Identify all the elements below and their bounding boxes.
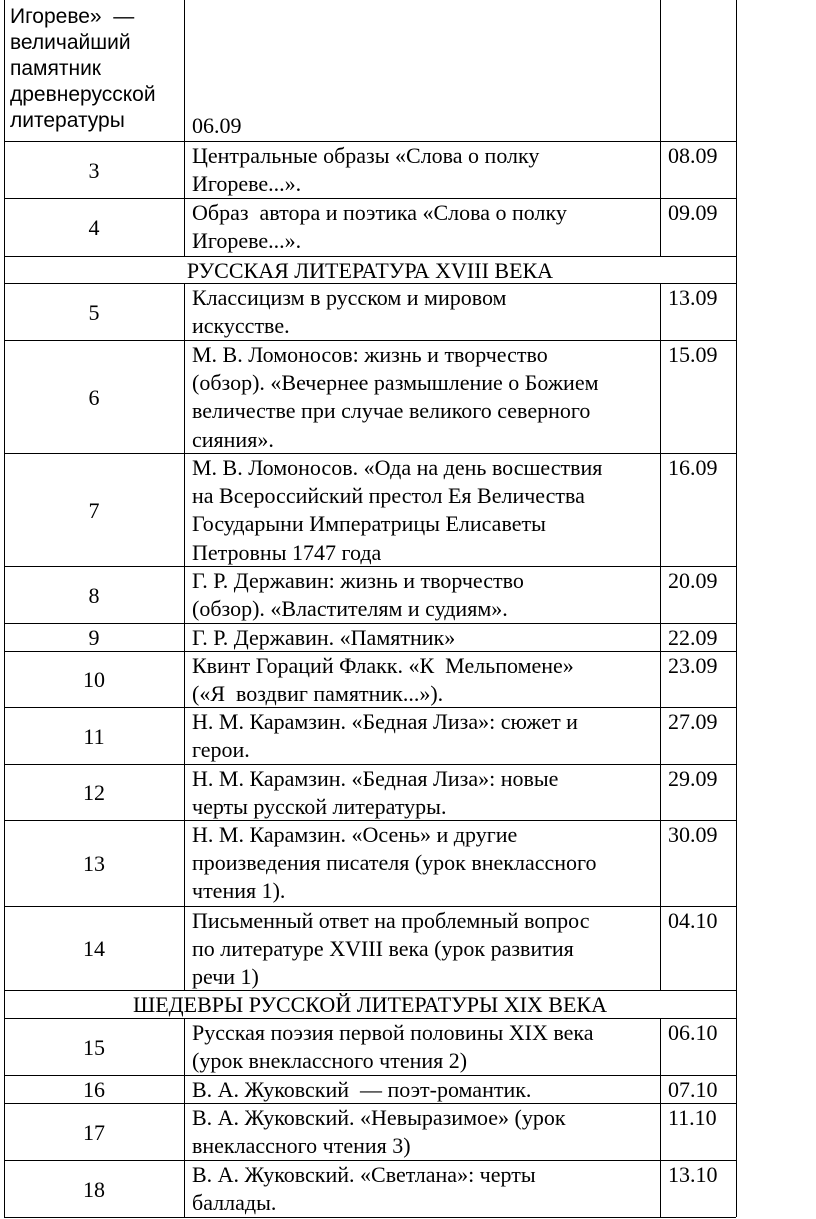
lesson-topic-line: черты русской литературы.: [192, 794, 447, 820]
column-divider: [660, 283, 661, 340]
lesson-number: 17: [83, 1119, 105, 1145]
lesson-date: 22.09: [668, 625, 718, 650]
lesson-number: 16: [83, 1077, 105, 1103]
lesson-number: 13: [83, 851, 105, 877]
column-divider: [660, 1075, 661, 1103]
lesson-date: 08.09: [668, 143, 718, 168]
column-divider: [184, 283, 185, 340]
column-divider: [184, 820, 185, 906]
continued-lesson-title-line: Игореве» —: [10, 5, 135, 28]
lesson-date: 04.10: [668, 908, 718, 933]
lesson-topic-line: Г. Р. Державин: жизнь и творчество: [192, 568, 524, 593]
lesson-topic-line: Н. М. Карамзин. «Бедная Лиза»: сюжет и: [192, 709, 578, 734]
column-divider: [660, 707, 661, 764]
table-border-right: [736, 283, 737, 340]
column-divider: [184, 906, 185, 990]
table-border-right: [736, 256, 737, 283]
lesson-date: 30.09: [668, 822, 718, 847]
lesson-topic-line: Н. М. Карамзин. «Бедная Лиза»: новые: [192, 766, 559, 791]
table-border-left: [4, 0, 5, 141]
lesson-topic-line: на Всероссийский престол Ея Величества: [192, 483, 585, 509]
lesson-number: 6: [88, 384, 100, 410]
table-border-right: [736, 1018, 737, 1075]
column-divider: [184, 0, 185, 141]
table-border-right: [736, 0, 737, 141]
table-border-right: [736, 764, 737, 820]
column-divider: [184, 707, 185, 764]
lesson-date: 07.10: [668, 1077, 718, 1102]
column-divider: [184, 141, 185, 198]
lesson-date: 06.09: [192, 113, 242, 138]
column-divider: [184, 764, 185, 820]
lesson-topic-line: (обзор). «Властителям и судиям».: [192, 596, 508, 622]
table-border-right: [736, 906, 737, 990]
column-divider: [660, 623, 661, 651]
table-border-right: [736, 651, 737, 707]
column-divider: [660, 340, 661, 453]
lesson-topic-line: Государыни Императрицы Елисаветы: [192, 511, 546, 537]
table-border-right: [736, 820, 737, 906]
lesson-number: 3: [88, 157, 100, 183]
lesson-topic-line: Классицизм в русском и мировом: [192, 285, 507, 310]
column-divider: [184, 1075, 185, 1103]
lesson-date: 13.09: [668, 285, 718, 310]
column-divider: [660, 1160, 661, 1217]
lesson-topic-line: величестве при случае великого северного: [192, 398, 591, 424]
lesson-topic-line: В. А. Жуковский. «Светлана»: черты: [192, 1162, 536, 1187]
lesson-topic-line: М. В. Ломоносов: жизнь и творчество: [192, 342, 548, 367]
lesson-topic-line: Игореве...».: [192, 228, 302, 254]
lesson-topic-line: («Я воздвиг памятник...»).: [192, 681, 444, 707]
column-divider: [184, 1018, 185, 1075]
table-border-right: [736, 623, 737, 651]
lesson-topic-line: Петровны 1747 года: [192, 539, 382, 565]
table-border-right: [736, 1075, 737, 1103]
lesson-topic-line: произведения писателя (урок внеклассного: [192, 850, 597, 876]
lesson-topic-line: Игореве...».: [192, 171, 302, 197]
lesson-topic-line: Н. М. Карамзин. «Осень» и другие: [192, 822, 518, 847]
lesson-number: 8: [88, 582, 100, 608]
column-divider: [660, 0, 661, 141]
column-divider: [660, 764, 661, 820]
lesson-date: 11.10: [668, 1105, 717, 1130]
column-divider: [184, 623, 185, 651]
table-border-right: [736, 1160, 737, 1217]
lesson-date: 27.09: [668, 709, 718, 734]
lesson-topic-line: сияния».: [192, 426, 274, 452]
lesson-date: 09.09: [668, 200, 718, 225]
lesson-date: 29.09: [668, 766, 718, 791]
lesson-number: 18: [83, 1176, 105, 1202]
column-divider: [184, 453, 185, 566]
column-divider: [660, 566, 661, 623]
lesson-topic-line: (обзор). «Вечернее размышление о Божием: [192, 370, 599, 396]
lesson-date: 20.09: [668, 568, 718, 593]
column-divider: [660, 453, 661, 566]
column-divider: [660, 906, 661, 990]
lesson-number: 12: [83, 780, 105, 806]
lesson-topic-line: по литературе XVIII века (урок развития: [192, 936, 574, 962]
lesson-date: 13.10: [668, 1162, 718, 1187]
lesson-topic-line: В. А. Жуковский. «Невыразимое» (урок: [192, 1105, 566, 1130]
column-divider: [660, 1103, 661, 1160]
column-divider: [660, 141, 661, 198]
lesson-topic-line: М. В. Ломоносов. «Ода на день восшествия: [192, 455, 603, 480]
table-border-right: [736, 990, 737, 1018]
column-divider: [184, 1160, 185, 1217]
lesson-date: 23.09: [668, 653, 718, 678]
lesson-topic-line: герои.: [192, 737, 250, 763]
table-border-right: [736, 141, 737, 198]
lesson-number: 5: [88, 299, 100, 325]
column-divider: [184, 340, 185, 453]
table-border-right: [736, 707, 737, 764]
lesson-number: 11: [83, 723, 105, 749]
table-border-right: [736, 198, 737, 256]
section-heading: ШЕДЕВРЫ РУССКОЙ ЛИТЕРАТУРЫ XIX ВЕКА: [133, 992, 607, 1017]
lesson-number: 7: [88, 497, 100, 523]
lesson-topic-line: внеклассного чтения 3): [192, 1133, 411, 1159]
column-divider: [184, 651, 185, 707]
table-border-right: [736, 453, 737, 566]
lesson-topic-line: В. А. Жуковский — поэт-романтик.: [192, 1077, 532, 1102]
lesson-number: 9: [88, 625, 100, 651]
column-divider: [660, 820, 661, 906]
table-border-right: [736, 1103, 737, 1160]
lesson-topic-line: искусстве.: [192, 313, 290, 339]
continued-lesson-title-line: величайший: [10, 31, 131, 54]
lesson-date: 15.09: [668, 342, 718, 367]
lesson-number: 15: [83, 1034, 105, 1060]
lesson-topic-line: Центральные образы «Слова о полку: [192, 143, 540, 168]
lesson-number: 10: [83, 667, 105, 693]
lesson-topic-line: Образ автора и поэтика «Слова о полку: [192, 200, 567, 225]
lesson-topic-line: Г. Р. Державин. «Памятник»: [192, 625, 456, 650]
continued-lesson-title-line: древнерусской: [10, 83, 156, 106]
table-border-right: [736, 340, 737, 453]
column-divider: [660, 1018, 661, 1075]
section-heading: РУССКАЯ ЛИТЕРАТУРА XVIII ВЕКА: [186, 258, 554, 283]
continued-lesson-title-line: литературы: [10, 109, 125, 132]
row-separator: [4, 1217, 736, 1218]
column-divider: [660, 651, 661, 707]
lesson-topic-line: баллады.: [192, 1190, 277, 1216]
lesson-number: 4: [88, 215, 100, 241]
lesson-topic-line: Письменный ответ на проблемный вопрос: [192, 908, 590, 933]
lesson-topic-line: Русская поэзия первой половины XIX века: [192, 1020, 594, 1045]
continued-lesson-title-line: памятник: [10, 57, 101, 80]
lesson-number: 14: [83, 936, 105, 962]
column-divider: [184, 198, 185, 256]
lesson-date: 06.10: [668, 1020, 718, 1045]
lesson-date: 16.09: [668, 455, 718, 480]
lesson-topic-line: (урок внеклассного чтения 2): [192, 1048, 468, 1074]
column-divider: [184, 1103, 185, 1160]
table-border-right: [736, 566, 737, 623]
lesson-topic-line: Квинт Гораций Флакк. «К Мельпомене»: [192, 653, 574, 678]
column-divider: [660, 198, 661, 256]
column-divider: [184, 566, 185, 623]
lesson-topic-line: речи 1): [192, 964, 259, 990]
lesson-topic-line: чтения 1).: [192, 878, 286, 904]
